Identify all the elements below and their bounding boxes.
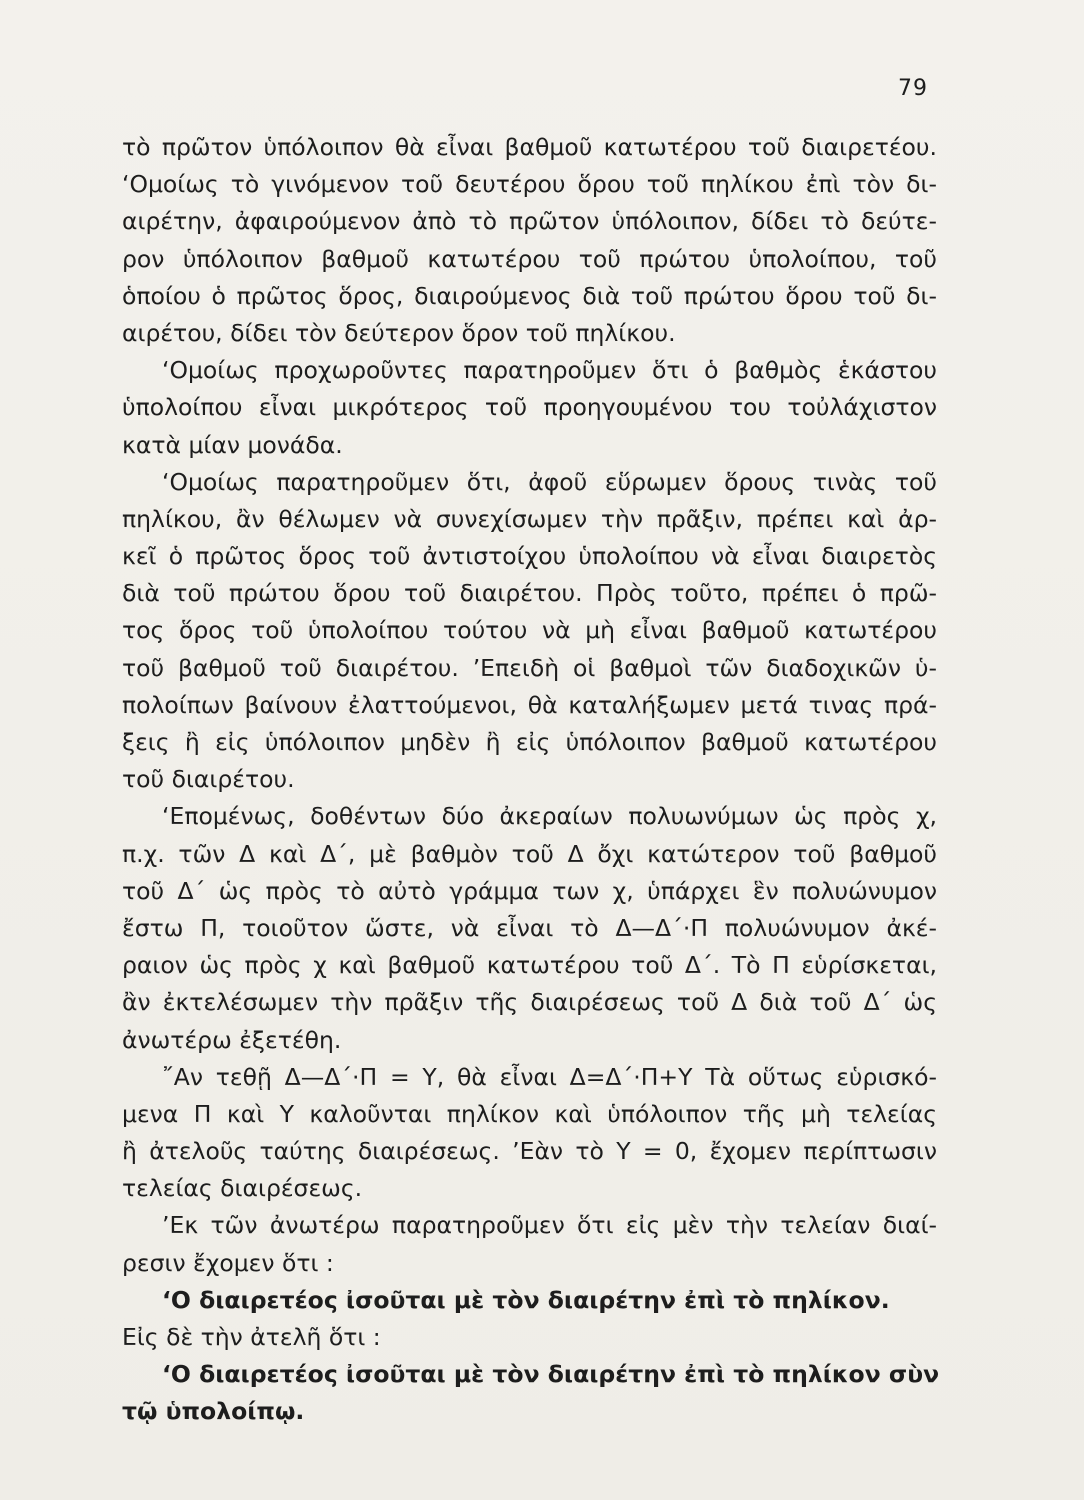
text-line: ξεις ἢ εἰς ὑπόλοιπον μηδὲν ἢ εἰς ὑπόλοιπον βαθμοῦ κατωτέρου xyxy=(122,728,937,756)
text-line: ὑπολοίπου εἶναι μικρότερος τοῦ προηγουμένου του τοὐλάχιστον xyxy=(122,393,937,422)
text-line: αιρέτου, δίδει τὸν δεύτερον ὅρον τοῦ πηλίκου. xyxy=(122,318,676,347)
text-line: ‘Ομοίως τὸ γινόμενον τοῦ δευτέρου ὅρου τοῦ πηλίκου ἐπὶ τὸν δι- xyxy=(122,170,937,199)
text-line: ‘Ομοίως προχωροῦντες παρατηροῦμεν ὅτι ὁ βαθμὸς ἑκάστου xyxy=(162,356,937,385)
text-line: μενα Π καὶ Υ καλοῦνται πηλίκον καὶ ὑπόλοιπον τῆς μὴ τελείας xyxy=(122,1099,937,1128)
text-line: τοῦ βαθμοῦ τοῦ διαιρέτου. ’Επειδὴ οἱ βαθμοὶ τῶν διαδοχικῶν ὑ- xyxy=(122,653,937,682)
text-line: πολοίπων βαίνουν ἐλαττούμενοι, θὰ καταλήξωμεν μετά τινας πρά- xyxy=(122,690,937,719)
text-line: ρον ὑπόλοιπον βαθμοῦ κατωτέρου τοῦ πρώτου ὑπολοίπου, τοῦ xyxy=(122,244,937,273)
text-line: ‘Ο διαιρετέος ἰσοῦται μὲ τὸν διαιρέτην ἐπὶ τὸ πηλίκον σὺν xyxy=(162,1360,940,1389)
text-line: ῎Αν τεθῇ Δ—Δ΄·Π = Υ, θὰ εἶναι Δ=Δ΄·Π+Υ Τὰ οὕτως εὑρισκό- xyxy=(162,1062,937,1091)
text-line: κεῖ ὁ πρῶτος ὅρος τοῦ ἀντιστοίχου ὑπολοίπου νὰ εἶναι διαιρετὸς xyxy=(122,542,937,571)
text-line: π.χ. τῶν Δ καὶ Δ΄, μὲ βαθμὸν τοῦ Δ ὄχι κατώτερον τοῦ βαθμοῦ xyxy=(122,839,937,868)
text-line: τοῦ Δ΄ ὡς πρὸς τὸ αὐτὸ γράμμα των χ, ὑπάρχει ἓν πολυώνυμον xyxy=(122,876,937,905)
text-line: τελείας διαιρέσεως. xyxy=(122,1174,363,1203)
text-line: διὰ τοῦ πρώτου ὅρου τοῦ διαιρέτου. Πρὸς τοῦτο, πρέπει ὁ πρῶ- xyxy=(122,579,937,608)
text-line: αιρέτην, ἀφαιρούμενον ἀπὸ τὸ πρῶτον ὑπόλοιπον, δίδει τὸ δεύτε- xyxy=(122,207,937,236)
text-line: ἀνωτέρω ἐξετέθη. xyxy=(122,1025,342,1054)
text-line: τῷ ὑπολοίπῳ. xyxy=(122,1397,305,1426)
text-line: τὸ πρῶτον ὑπόλοιπον θὰ εἶναι βαθμοῦ κατωτέρου τοῦ διαιρετέου. xyxy=(122,133,937,161)
text-line: Εἰς δὲ τὴν ἀτελῆ ὅτι : xyxy=(122,1323,381,1351)
text-line: ραιον ὡς πρὸς χ καὶ βαθμοῦ κατωτέρου τοῦ Δ΄. Τὸ Π εὑρίσκεται, xyxy=(122,951,937,980)
text-line: ’Εκ τῶν ἀνωτέρω παρατηροῦμεν ὅτι εἰς μὲν τὴν τελείαν διαί- xyxy=(162,1211,937,1240)
text-line: κατὰ μίαν μονάδα. xyxy=(122,430,343,459)
text-line: τοῦ διαιρέτου. xyxy=(122,765,295,794)
text-line: ἔστω Π, τοιοῦτον ὥστε, νὰ εἶναι τὸ Δ—Δ΄·Π πολυώνυμον ἀκέ- xyxy=(122,913,937,942)
text-line: ‘Ομοίως παρατηροῦμεν ὅτι, ἀφοῦ εὕρωμεν ὅρους τινὰς τοῦ xyxy=(162,467,937,496)
text-line: ρεσιν ἔχομεν ὅτι : xyxy=(122,1248,334,1277)
body-text xyxy=(122,129,940,1431)
text-line: ‘Επομένως, δοθέντων δύο ἀκεραίων πολυωνύμων ὡς πρὸς χ, xyxy=(162,802,937,831)
text-line: τος ὅρος τοῦ ὑπολοίπου τούτου νὰ μὴ εἶναι βαθμοῦ κατωτέρου xyxy=(122,616,937,645)
text-line: ‘Ο διαιρετέος ἰσοῦται μὲ τὸν διαιρέτην ἐπὶ τὸ πηλίκον. xyxy=(162,1285,890,1314)
text-line: ὁποίου ὁ πρῶτος ὅρος, διαιρούμενος διὰ τοῦ πρώτου ὅρου τοῦ δι- xyxy=(122,281,937,310)
text-line: ἢ ἀτελοῦς ταύτης διαιρέσεως. ’Εὰν τὸ Υ = 0, ἔχομεν περίπτωσιν xyxy=(122,1137,937,1166)
text-line: ἂν ἐκτελέσωμεν τὴν πρᾶξιν τῆς διαιρέσεως τοῦ Δ διὰ τοῦ Δ΄ ὡς xyxy=(122,988,937,1017)
page-number: 79 xyxy=(898,76,928,101)
text-line: πηλίκου, ἂν θέλωμεν νὰ συνεχίσωμεν τὴν πρᾶξιν, πρέπει καὶ ἀρ- xyxy=(122,504,937,533)
